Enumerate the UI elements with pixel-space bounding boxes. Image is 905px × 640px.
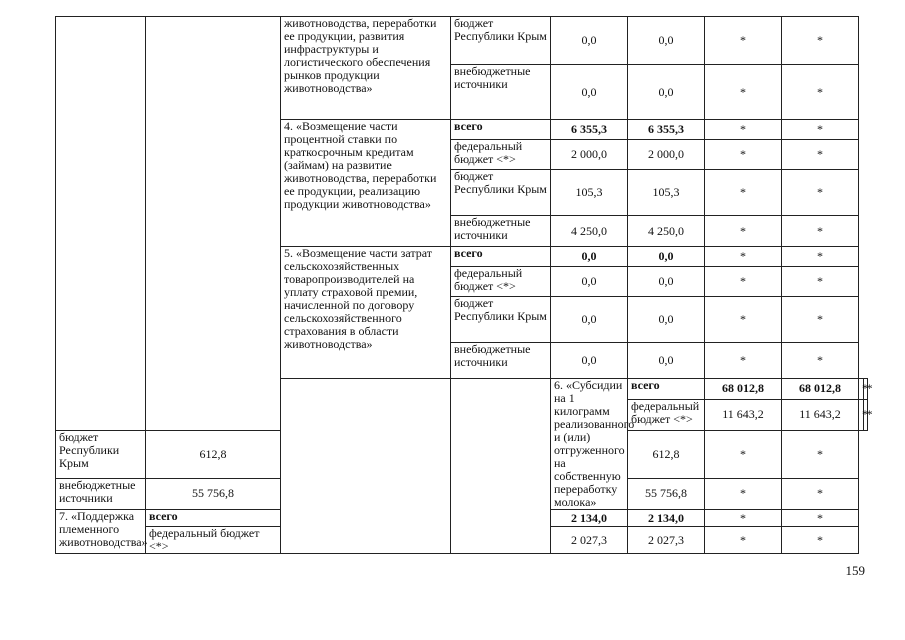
blank-cell — [56, 17, 146, 431]
funding-source: внебюджетные источники — [451, 343, 551, 379]
mark-cell: * — [859, 379, 864, 400]
value-cell: 0,0 — [551, 297, 628, 343]
budget-table — [55, 16, 873, 554]
funding-source: федеральный бюджет <*> — [628, 399, 705, 430]
mark-cell: * — [705, 297, 782, 343]
mark-cell: * — [782, 267, 859, 297]
value-cell: 0,0 — [551, 17, 628, 65]
mark-cell: * — [782, 65, 859, 120]
table-row — [56, 17, 868, 65]
blank-cell — [451, 379, 551, 554]
mark-cell: * — [782, 170, 859, 216]
value-cell: 0,0 — [628, 247, 705, 267]
value-cell: 11 643,2 — [782, 399, 859, 430]
value-cell: 6 355,3 — [551, 120, 628, 140]
value-cell: 2 027,3 — [551, 527, 628, 554]
mark-cell: * — [782, 216, 859, 247]
activity-name: 6. «Субсидии на 1 килограмм реализованного и (или) отгруженного на собственную переработку молока» — [551, 379, 628, 510]
value-cell: 0,0 — [628, 17, 705, 65]
value-cell: 6 355,3 — [628, 120, 705, 140]
mark-cell: * — [782, 430, 859, 478]
funding-source: федеральный бюджет <*> — [146, 527, 281, 554]
value-cell: 2 134,0 — [628, 510, 705, 527]
mark-cell: * — [705, 267, 782, 297]
mark-cell: * — [705, 17, 782, 65]
mark-cell: * — [705, 170, 782, 216]
value-cell: 105,3 — [551, 170, 628, 216]
funding-source: всего — [146, 510, 281, 527]
mark-cell: * — [782, 297, 859, 343]
funding-source: внебюджетные источники — [451, 65, 551, 120]
value-cell: 4 250,0 — [628, 216, 705, 247]
mark-cell: * — [782, 478, 859, 509]
mark-cell: * — [782, 527, 859, 554]
mark-cell: * — [705, 65, 782, 120]
activity-name: 4. «Возмещение части процентной ставки по краткосрочным кредитам (займам) на развитие животноводства, переработки ее продукции, реализацию продукции животноводства» — [281, 120, 451, 247]
value-cell: 2 000,0 — [628, 140, 705, 170]
mark-cell: * — [705, 247, 782, 267]
funding-source: бюджет Республики Крым — [451, 17, 551, 65]
funding-source: бюджет Республики Крым — [56, 430, 146, 478]
value-cell: 0,0 — [551, 343, 628, 379]
blank-cell — [281, 379, 451, 554]
mark-cell: * — [705, 120, 782, 140]
mark-cell: * — [863, 399, 868, 430]
value-cell: 0,0 — [628, 343, 705, 379]
value-cell: 0,0 — [551, 247, 628, 267]
mark-cell: * — [705, 343, 782, 379]
value-cell: 0,0 — [628, 297, 705, 343]
funding-source: всего — [451, 247, 551, 267]
value-cell: 2 134,0 — [551, 510, 628, 527]
mark-cell: * — [782, 140, 859, 170]
activity-name: 7. «Поддержка племенного животноводства» — [56, 510, 146, 554]
mark-cell: * — [705, 510, 782, 527]
value-cell: 68 012,8 — [782, 379, 859, 400]
value-cell: 0,0 — [551, 267, 628, 297]
mark-cell: * — [782, 247, 859, 267]
mark-cell: * — [705, 478, 782, 509]
funding-source: внебюджетные источники — [451, 216, 551, 247]
blank-cell — [146, 17, 281, 431]
mark-cell: * — [863, 379, 868, 400]
funding-source: всего — [628, 379, 705, 400]
value-cell: 55 756,8 — [628, 478, 705, 509]
funding-source: федеральный бюджет <*> — [451, 140, 551, 170]
mark-cell: * — [705, 430, 782, 478]
value-cell: 68 012,8 — [705, 379, 782, 400]
activity-name: животноводства, переработки ее продукции, развития инфраструктуры и логистического обеспечения рынков продукции животноводства» — [281, 17, 451, 120]
mark-cell: * — [705, 527, 782, 554]
mark-cell: * — [782, 510, 859, 527]
mark-cell: * — [859, 399, 864, 430]
value-cell: 11 643,2 — [705, 399, 782, 430]
mark-cell: * — [705, 216, 782, 247]
value-cell: 2 027,3 — [628, 527, 705, 554]
value-cell: 0,0 — [551, 65, 628, 120]
mark-cell: * — [705, 140, 782, 170]
mark-cell: * — [782, 120, 859, 140]
value-cell: 0,0 — [628, 65, 705, 120]
mark-cell: * — [782, 17, 859, 65]
funding-source: всего — [451, 120, 551, 140]
page-number: 159 — [845, 563, 865, 578]
value-cell: 612,8 — [146, 430, 281, 478]
value-cell: 55 756,8 — [146, 478, 281, 509]
funding-source: федеральный бюджет <*> — [451, 267, 551, 297]
value-cell: 612,8 — [628, 430, 705, 478]
funding-source: бюджет Республики Крым — [451, 170, 551, 216]
value-cell: 105,3 — [628, 170, 705, 216]
value-cell: 0,0 — [628, 267, 705, 297]
value-cell: 2 000,0 — [551, 140, 628, 170]
mark-cell: * — [782, 343, 859, 379]
activity-name: 5. «Возмещение части затрат сельскохозяйственных товаропроизводителей на уплату страховой премии, начисленной по договору сельскохозяйственного страхования в области животноводства» — [281, 247, 451, 379]
funding-source: бюджет Республики Крым — [451, 297, 551, 343]
funding-source: внебюджетные источники — [56, 478, 146, 509]
value-cell: 4 250,0 — [551, 216, 628, 247]
